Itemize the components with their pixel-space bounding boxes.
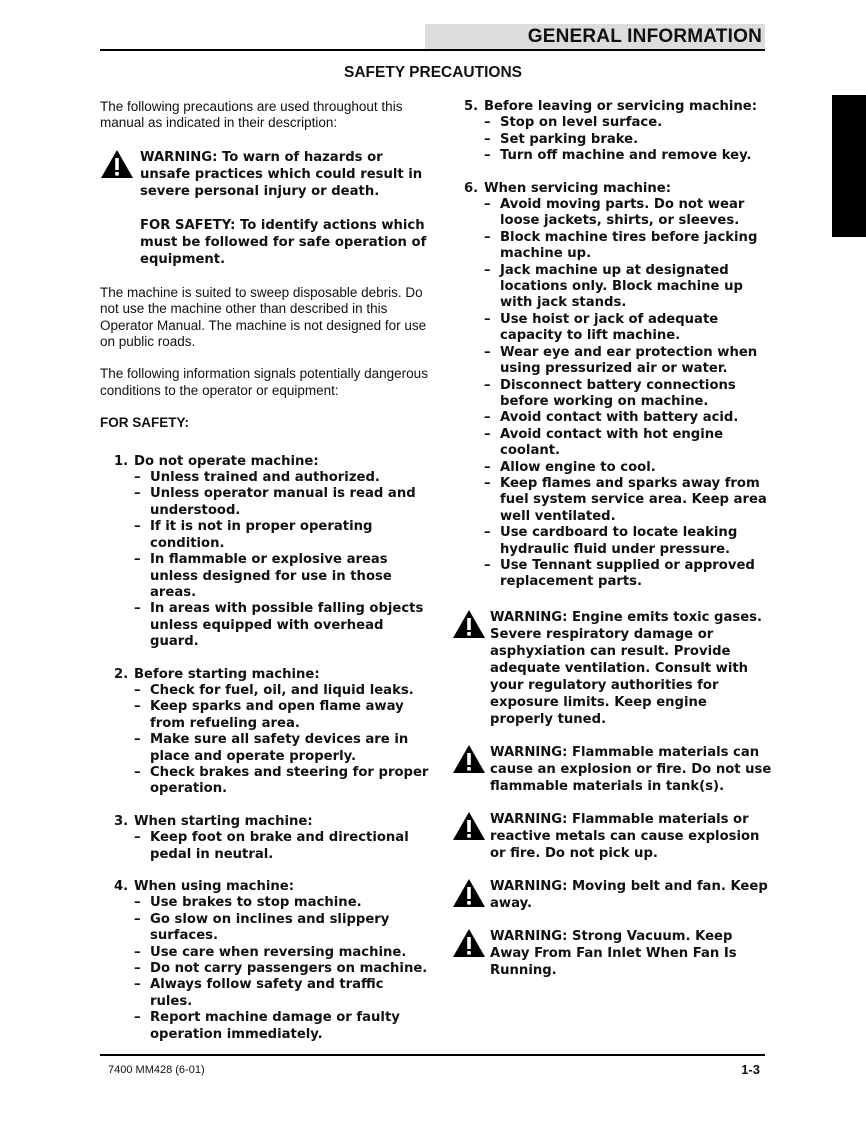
list-item: – If it is not in proper operating condition.: [134, 519, 373, 551]
warning-triangle-icon: [452, 811, 490, 841]
step-number: 1.: [114, 453, 129, 469]
warning-triangle-icon: [452, 609, 490, 639]
step-title: Before starting machine:: [134, 666, 320, 682]
list-item: – Check brakes and steering for proper operation.: [134, 764, 429, 797]
step-6: [464, 181, 772, 591]
page-number: 1-3: [741, 1062, 760, 1077]
list-item: – Use brakes to stop machine.: [134, 895, 362, 911]
step-title: When servicing machine:: [484, 180, 672, 196]
warning-reactive-metals: [452, 811, 772, 862]
legend-text: [140, 149, 430, 268]
list-item: – Check for fuel, oil, and liquid leaks.: [134, 682, 414, 698]
list-item: – Keep foot on brake and directional pedal in neutral.: [134, 830, 409, 862]
list-item: – Keep sparks and open flame away from refueling area.: [134, 699, 404, 731]
list-item: – Do not carry passengers on machine.: [134, 961, 428, 977]
list-item: – Use hoist or jack of adequate capacity to lift machine.: [484, 311, 719, 344]
for-safety-heading: FOR SAFETY:: [100, 415, 189, 431]
list-item: – Set parking brake.: [484, 131, 639, 147]
step-5: [464, 99, 772, 165]
warning-triangle-icon: [452, 744, 490, 774]
warning-text: WARNING: Flammable materials can cause an explosion or fire. Do not use flammable materials in tank(s).: [490, 744, 772, 794]
list-item: – Unless operator manual is read and understood.: [134, 486, 416, 518]
step-number: 4.: [114, 879, 129, 894]
step-number: 5.: [464, 99, 479, 114]
list-item: – Avoid contact with battery acid.: [484, 410, 739, 426]
warning-engine-gases: [452, 609, 772, 728]
list-item: – In flammable or explosive areas unless designed for use in those areas.: [134, 552, 392, 600]
step-2: [114, 667, 430, 798]
list-item: – Block machine tires before jacking machine up.: [484, 229, 758, 262]
step-title: When starting machine:: [134, 813, 313, 829]
suitability-paragraph: The machine is suited to sweep disposable debris. Do not use the machine other than described in this Operator Manual. The machine is not designed for use on public roads.: [100, 284, 427, 350]
list-item: – Stop on level surface.: [484, 115, 663, 131]
left-steps-list: [114, 454, 430, 1043]
step-number: 2.: [114, 666, 129, 682]
list-item: – Jack machine up at designated locations only. Block machine up with jack stands.: [484, 262, 743, 311]
list-item: – In areas with possible falling objects unless equipped with overhead guard.: [134, 601, 424, 650]
header-rule: [100, 49, 765, 51]
list-item: – Turn off machine and remove key.: [484, 148, 752, 164]
step-title: When using machine:: [134, 879, 295, 894]
footer-rule: [100, 1054, 765, 1056]
warning-text: WARNING: Moving belt and fan. Keep away.: [490, 878, 768, 911]
left-column: [100, 99, 430, 1043]
list-item: – Report machine damage or faulty operation immediately.: [134, 1010, 400, 1042]
list-item: – Unless trained and authorized.: [134, 470, 380, 486]
step-3: [114, 814, 430, 863]
list-item: – Use care when reversing machine.: [134, 944, 407, 960]
warning-text: WARNING: Strong Vacuum. Keep Away From Fan Inlet When Fan Is Running.: [490, 928, 737, 978]
list-item: – Avoid moving parts. Do not wear loose jackets, shirts, or sleeves.: [484, 197, 745, 229]
list-item: – Always follow safety and traffic rules.: [134, 977, 384, 1009]
list-item: – Go slow on inclines and slippery surfaces.: [134, 911, 390, 944]
step-title: Before leaving or servicing machine:: [484, 99, 758, 114]
signals-paragraph: The following information signals potentially dangerous conditions to the operator or equipment:: [100, 366, 428, 398]
step-1: [114, 454, 430, 651]
list-item: – Disconnect battery connections before working on machine.: [484, 377, 736, 409]
right-steps-list: [464, 99, 772, 591]
header-title: GENERAL INFORMATION: [527, 26, 762, 47]
warning-flammable-tank: [452, 744, 772, 795]
warning-triangle-icon: [452, 928, 490, 958]
warning-strong-vacuum: [452, 928, 772, 979]
warning-triangle-icon: [452, 878, 490, 908]
list-item: – Avoid contact with hot engine coolant.: [484, 426, 724, 459]
legend-warning: WARNING: To warn of hazards or unsafe practices which could result in severe personal injury or death.: [140, 149, 423, 199]
list-item: – Use Tennant supplied or approved replacement parts.: [484, 557, 755, 590]
step-4: [114, 879, 430, 1043]
section-title: SAFETY PRECAUTIONS: [344, 64, 522, 81]
step-number: 6.: [464, 180, 479, 196]
list-item: – Use cardboard to locate leaking hydraulic fluid under pressure.: [484, 525, 738, 557]
warning-moving-belt: [452, 878, 772, 912]
list-item: – Wear eye and ear protection when using pressurized air or water.: [484, 344, 758, 377]
list-item: – Make sure all safety devices are in place and operate properly.: [134, 732, 409, 764]
section-tab-marker: [832, 95, 866, 237]
step-title: Do not operate machine:: [134, 453, 319, 469]
footer-doc-code: 7400 MM428 (6-01): [108, 1064, 205, 1076]
list-item: – Allow engine to cool.: [484, 459, 656, 475]
right-column: [452, 99, 772, 979]
warnings-group: [452, 609, 772, 979]
warning-text: WARNING: Flammable materials or reactive metals can cause explosion or fire. Do not pick up.: [490, 811, 760, 861]
step-number: 3.: [114, 813, 129, 829]
legend-block: [100, 149, 430, 268]
legend-for-safety: FOR SAFETY: To identify actions which must be followed for safe operation of equipment.: [140, 217, 427, 267]
intro-paragraph: The following precautions are used throughout this manual as indicated in their description:: [100, 99, 403, 131]
warning-triangle-icon: [100, 149, 140, 179]
list-item: – Keep flames and sparks away from fuel system service area. Keep area well ventilated.: [484, 475, 767, 524]
warning-text: WARNING: Engine emits toxic gases. Severe respiratory damage or asphyxiation can result. Provide adequate ventilation. Consult with your regulatory authorities for exposure limits. Keep engine properly tuned.: [490, 609, 763, 727]
